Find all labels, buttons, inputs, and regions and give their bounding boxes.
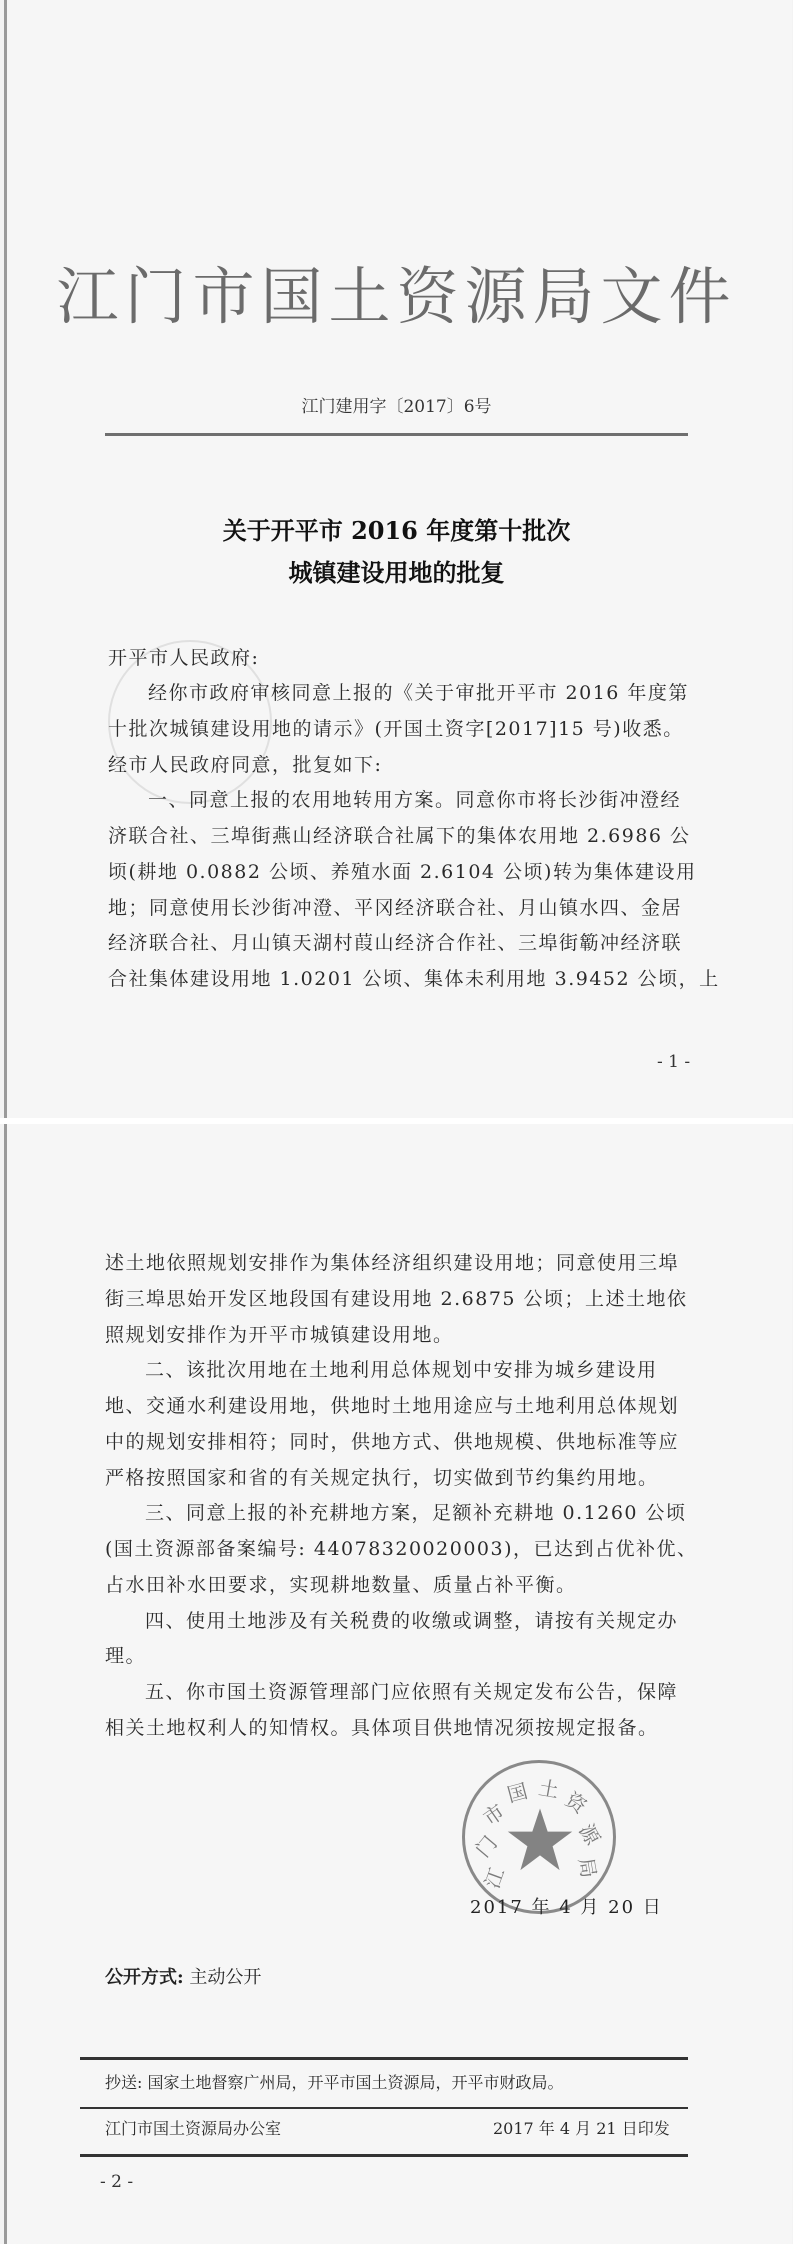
body-line: 合社集体建设用地 1.0201 公顷、集体未利用地 3.9452 公顷，上 <box>108 968 720 990</box>
seal-char: 土 <box>536 1775 561 1803</box>
header-rule <box>105 433 688 436</box>
seal-char: 市 <box>478 1799 509 1831</box>
body-line: 经济联合社、月山镇天湖村葭山经济合作社、三埠街簕冲经济联 <box>108 932 683 954</box>
issuer-header-title: 江门市国土资源局文件 <box>56 260 737 333</box>
body-line: 地；同意使用长沙街冲澄、平冈经济联合社、月山镇水四、金居 <box>108 897 683 919</box>
body-line: 一、同意上报的农用地转用方案。同意你市将长沙街冲澄经 <box>148 789 682 811</box>
footer-rule-middle <box>80 2107 688 2109</box>
body-line: 严格按照国家和省的有关规定执行，切实做到节约集约用地。 <box>105 1467 659 1489</box>
issuing-office: 江门市国土资源局办公室 <box>105 2119 282 2138</box>
body-line: 占水田补水田要求，实现耕地数量、质量占补平衡。 <box>105 1574 577 1596</box>
official-seal <box>462 1760 616 1914</box>
document-number: 江门建用字〔2017〕6号 <box>301 397 492 417</box>
body-line: 中的规划安排相符；同时，供地方式、供地规模、供地标准等应 <box>105 1431 680 1453</box>
body-line: 二、该批次用地在土地利用总体规划中安排为城乡建设用 <box>145 1359 658 1381</box>
body-line: 顷(耕地 0.0882 公顷、养殖水面 2.6104 公顷)转为集体建设用 <box>108 861 697 883</box>
body-line: 三、同意上报的补充耕地方案，足额补充耕地 0.1260 公顷 <box>145 1502 687 1524</box>
footer-rule-top <box>80 2057 688 2060</box>
body-line: 照规划安排作为开平市城镇建设用地。 <box>105 1324 454 1346</box>
disclosure-value: 主动公开 <box>189 1967 262 1988</box>
body-line: 经市人民政府同意，批复如下: <box>108 754 383 776</box>
body-line: 经你市政府审核同意上报的《关于审批开平市 2016 年度第 <box>148 682 689 704</box>
body-line: 街三埠思始开发区地段国有建设用地 2.6875 公顷；上述土地依 <box>105 1288 688 1310</box>
print-date: 2017 年 4 月 21 日印发 <box>493 2119 670 2138</box>
body-line: 相关土地权利人的知情权。具体项目供地情况须按规定报备。 <box>105 1717 659 1739</box>
addressee: 开平市人民政府: <box>108 647 260 669</box>
seal-char: 资 <box>561 1787 592 1819</box>
seal-char: 国 <box>504 1778 531 1808</box>
body-line: (国土资源部备案编号: 44078320020003)，已达到占优补优、 <box>105 1538 698 1560</box>
body-line: 十批次城镇建设用地的请示》(开国土资字[2017]15 号)收悉。 <box>108 718 684 740</box>
seal-char: 门 <box>470 1831 502 1862</box>
body-line: 述土地依照规划安排作为集体经济组织建设用地；同意使用三埠 <box>105 1252 680 1274</box>
body-line: 济联合社、三埠街燕山经济联合社属下的集体农用地 2.6986 公 <box>108 825 691 847</box>
body-line: 理。 <box>105 1645 147 1667</box>
page-number-2: - 2 - <box>100 2172 134 2192</box>
body-line: 五、你市国土资源管理部门应依照有关规定发布公告，保障 <box>145 1681 679 1703</box>
disclosure-label: 公开方式: <box>105 1967 184 1988</box>
cc-recipients: 抄送: 国家土地督察广州局，开平市国土资源局，开平市财政局。 <box>105 2073 564 2092</box>
disclosure-method <box>105 1963 261 1989</box>
document-title-line-2: 城镇建设用地的批复 <box>288 558 505 587</box>
seal-char: 局 <box>573 1855 602 1880</box>
page-number-1: - 1 - <box>657 1052 691 1072</box>
footer-rule-bottom <box>80 2154 688 2157</box>
seal-char: 源 <box>574 1819 606 1849</box>
body-line: 四、使用土地涉及有关税费的收缴或调整，请按有关规定办 <box>145 1610 679 1632</box>
body-line: 地、交通水利建设用地，供地时土地用途应与土地利用总体规划 <box>105 1395 680 1417</box>
seal-char: 江 <box>479 1864 510 1892</box>
star-icon <box>505 1805 575 1875</box>
document-title-line-1: 关于开平市 2016 年度第十批次 <box>222 516 571 545</box>
signature-date: 2017 年 4 月 20 日 <box>470 1897 663 1918</box>
